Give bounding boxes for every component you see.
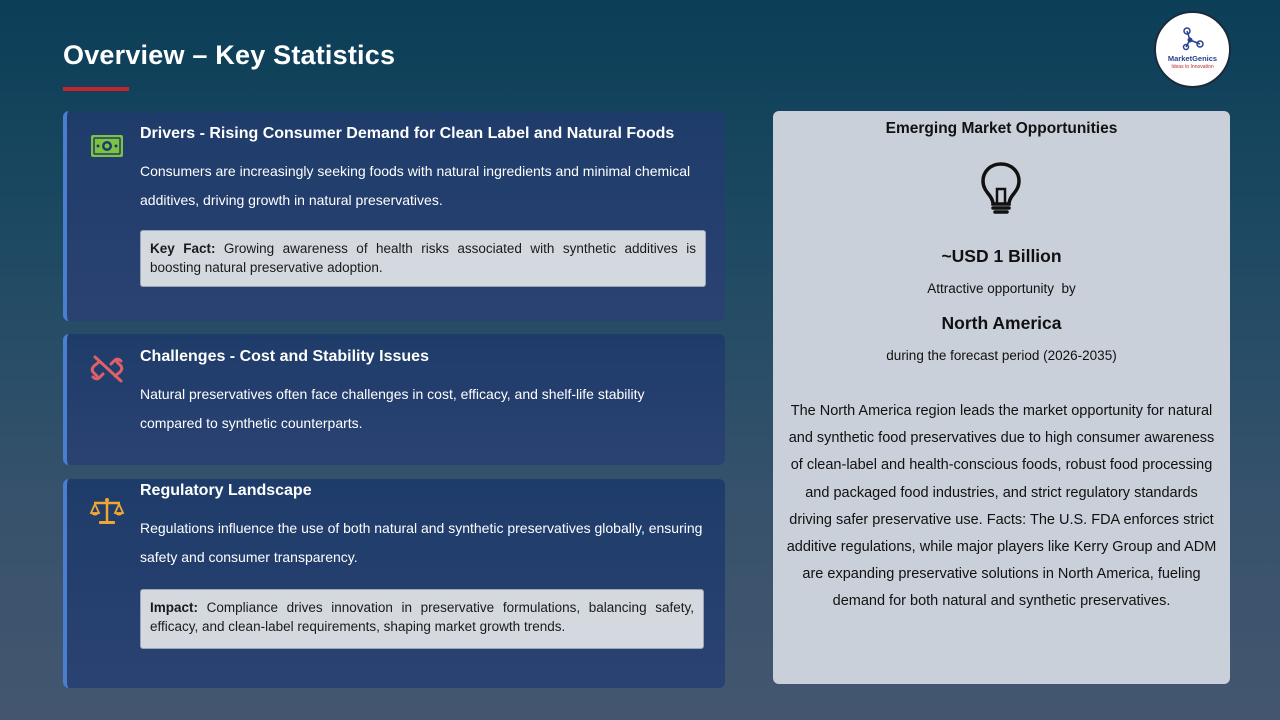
logo-brand: MarketGenics bbox=[1167, 53, 1218, 63]
drivers-body: Consumers are increasingly seeking foods with natural ingredients and minimal chemical additives, driving growth in natural preservatives. bbox=[140, 163, 691, 208]
scales-icon bbox=[89, 496, 125, 526]
challenges-heading: Challenges - Cost and Stability Issues bbox=[140, 348, 429, 365]
drivers-key-fact bbox=[140, 230, 706, 287]
logo-tagline: Ideas to Innovation bbox=[1171, 63, 1214, 70]
impact-text: Compliance drives innovation in preservative formulations, balancing safety, efficacy, and clean-label requirements, shaping market growth trends. bbox=[150, 600, 694, 634]
regulatory-body: Regulations influence the use of both natural and synthetic preservatives globally, ensuring safety and consumer transparency. bbox=[140, 520, 703, 565]
opportunity-title: Emerging Market Opportunities bbox=[885, 120, 1118, 137]
key-fact-label: Key Fact: bbox=[150, 241, 216, 256]
drivers-card bbox=[63, 111, 725, 321]
drivers-heading: Drivers - Rising Consumer Demand for Clean Label and Natural Foods bbox=[140, 125, 675, 142]
opportunity-description: The North America region leads the market opportunity for natural and synthetic food preservatives due to high consumer awareness of clean-label and health-conscious foods, robust food processing and packaged food industries, and strict regulatory standards driving safer preservative use. Facts: The U.S. FDA enforces strict additive regulations, while major players like Kerry Group and ADM are expanding preservative solutions in North America, fueling demand for both natural and synthetic preservatives. bbox=[786, 403, 1217, 610]
impact-label: Impact: bbox=[150, 600, 199, 615]
regulatory-heading: Regulatory Landscape bbox=[140, 482, 312, 499]
challenges-card bbox=[63, 334, 725, 465]
opportunity-panel bbox=[773, 111, 1230, 684]
opportunity-region: North America bbox=[941, 313, 1062, 333]
opportunity-value: ~USD 1 Billion bbox=[941, 246, 1062, 266]
regulatory-card bbox=[63, 479, 725, 688]
challenges-body: Natural preservatives often face challenges in cost, efficacy, and shelf-life stability compared to synthetic counterparts. bbox=[140, 386, 645, 431]
opportunity-subtitle: Attractive opportunity by bbox=[927, 281, 1076, 296]
title-underline bbox=[63, 87, 129, 91]
forecast-period: during the forecast period (2026-2035) bbox=[886, 348, 1117, 363]
page-title: Overview – Key Statistics bbox=[63, 40, 396, 70]
key-fact-text: Growing awareness of health risks associated with synthetic additives is boosting natural preservative adoption. bbox=[150, 241, 696, 275]
company-logo bbox=[1154, 11, 1231, 88]
broken-link-icon bbox=[89, 354, 125, 384]
regulatory-impact bbox=[140, 589, 704, 649]
money-icon bbox=[89, 131, 125, 161]
lightbulb-icon bbox=[978, 161, 1024, 215]
molecule-icon bbox=[1180, 26, 1206, 52]
